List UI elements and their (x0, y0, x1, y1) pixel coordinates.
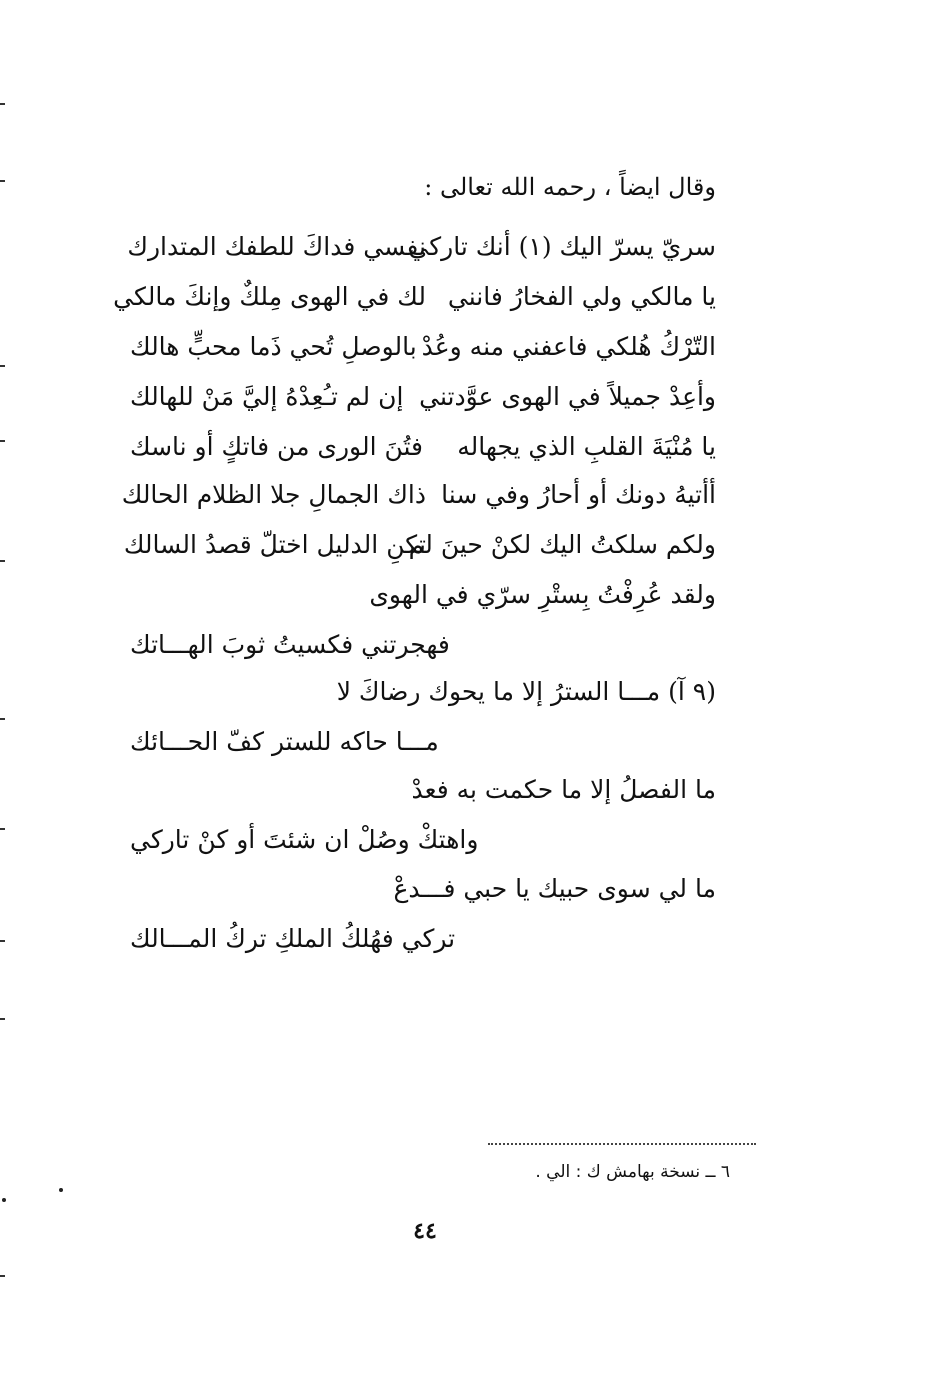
margin-mark (0, 560, 5, 562)
poem-intro: وقال ايضاً ، رحمه الله تعالى : (424, 173, 716, 201)
margin-dot (2, 1198, 6, 1202)
margin-mark (0, 440, 5, 442)
verse-2-first-hemistich: يا مالكي ولي الفخارُ فانني (447, 282, 716, 311)
margin-mark (0, 718, 5, 720)
stanza-line-6: واهتكْ وصُلْ ان شئتَ أو كنْ تاركي (130, 825, 479, 854)
margin-mark (0, 103, 5, 105)
stanza-line-7: ما لي سوى حبيك يا حبي فـــدعْ (393, 874, 716, 903)
stanza-line-3: (٩ آ) مـــا السترُ إلا ما يحوك رضاكَ لا (336, 677, 716, 706)
verse-3-second-hemistich: بالوصلِ تُحي ذَما محبٍّ هالك (130, 332, 417, 361)
footnote: ٦ ــ نسخة بهامش ك : الي . (535, 1162, 730, 1182)
margin-mark (0, 180, 5, 182)
verse-4-first-hemistich: وأعِدْ جميلاً في الهوى عوَّدتني (419, 382, 716, 411)
stanza-line-5: ما الفصلُ إلا ما حكمت به فعدْ (411, 775, 716, 804)
verse-6-first-hemistich: أأتيهُ دونك أو أحارُ وفي سنا (441, 480, 716, 509)
stanza-line-4: مـــا حاكه للستر كفّ الحـــائك (130, 727, 439, 756)
stanza-line-1: ولقد عُرِفْتُ بِستْرِ سرّي في الهوى (369, 580, 716, 609)
margin-mark (0, 365, 5, 367)
margin-mark (0, 1275, 5, 1277)
stanza-line-2: فهجرتني فكسيتُ ثوبَ الهـــاتك (130, 630, 450, 659)
verse-5-second-hemistich: فتُنَ الورى من فاتكٍ أو ناسك (130, 432, 424, 461)
footnote-divider (488, 1143, 756, 1145)
margin-mark (0, 940, 5, 942)
margin-dot (59, 1188, 63, 1192)
verse-1-first-hemistich: سريّ يسرّ اليك (١) أنك تاركي (408, 232, 716, 261)
verse-6-second-hemistich: ذاك الجمالِ جلا الظلام الحالك (121, 480, 426, 509)
verse-2-second-hemistich: لك في الهوى مِلكٌ وإنكَ مالكي (113, 282, 426, 311)
margin-mark (0, 1018, 5, 1020)
verse-7-second-hemistich: تكنِ الدليل اختلّ قصدُ السالك (123, 530, 426, 559)
margin-mark (0, 828, 5, 830)
stanza-line-8: تركي فهُلكُ الملكِ تركُ المـــالك (130, 924, 456, 953)
verse-4-second-hemistich: إن لم تـُعِدْهُ إليَّ مَنْ للهالك (130, 382, 404, 411)
verse-7-first-hemistich: ولكم سلكتُ اليك لكنْ حينَ لم (408, 530, 716, 559)
page-number: ٤٤ (413, 1218, 437, 1244)
verse-5-first-hemistich: يا مُنْيَةَ القلبِ الذي يجهاله (457, 432, 716, 461)
verse-1-second-hemistich: نفسي فداكَ للطفك المتدارك (127, 232, 426, 261)
verse-3-first-hemistich: التّرْكُ هُلكي فاعفني منه وعُدْ (421, 332, 716, 361)
